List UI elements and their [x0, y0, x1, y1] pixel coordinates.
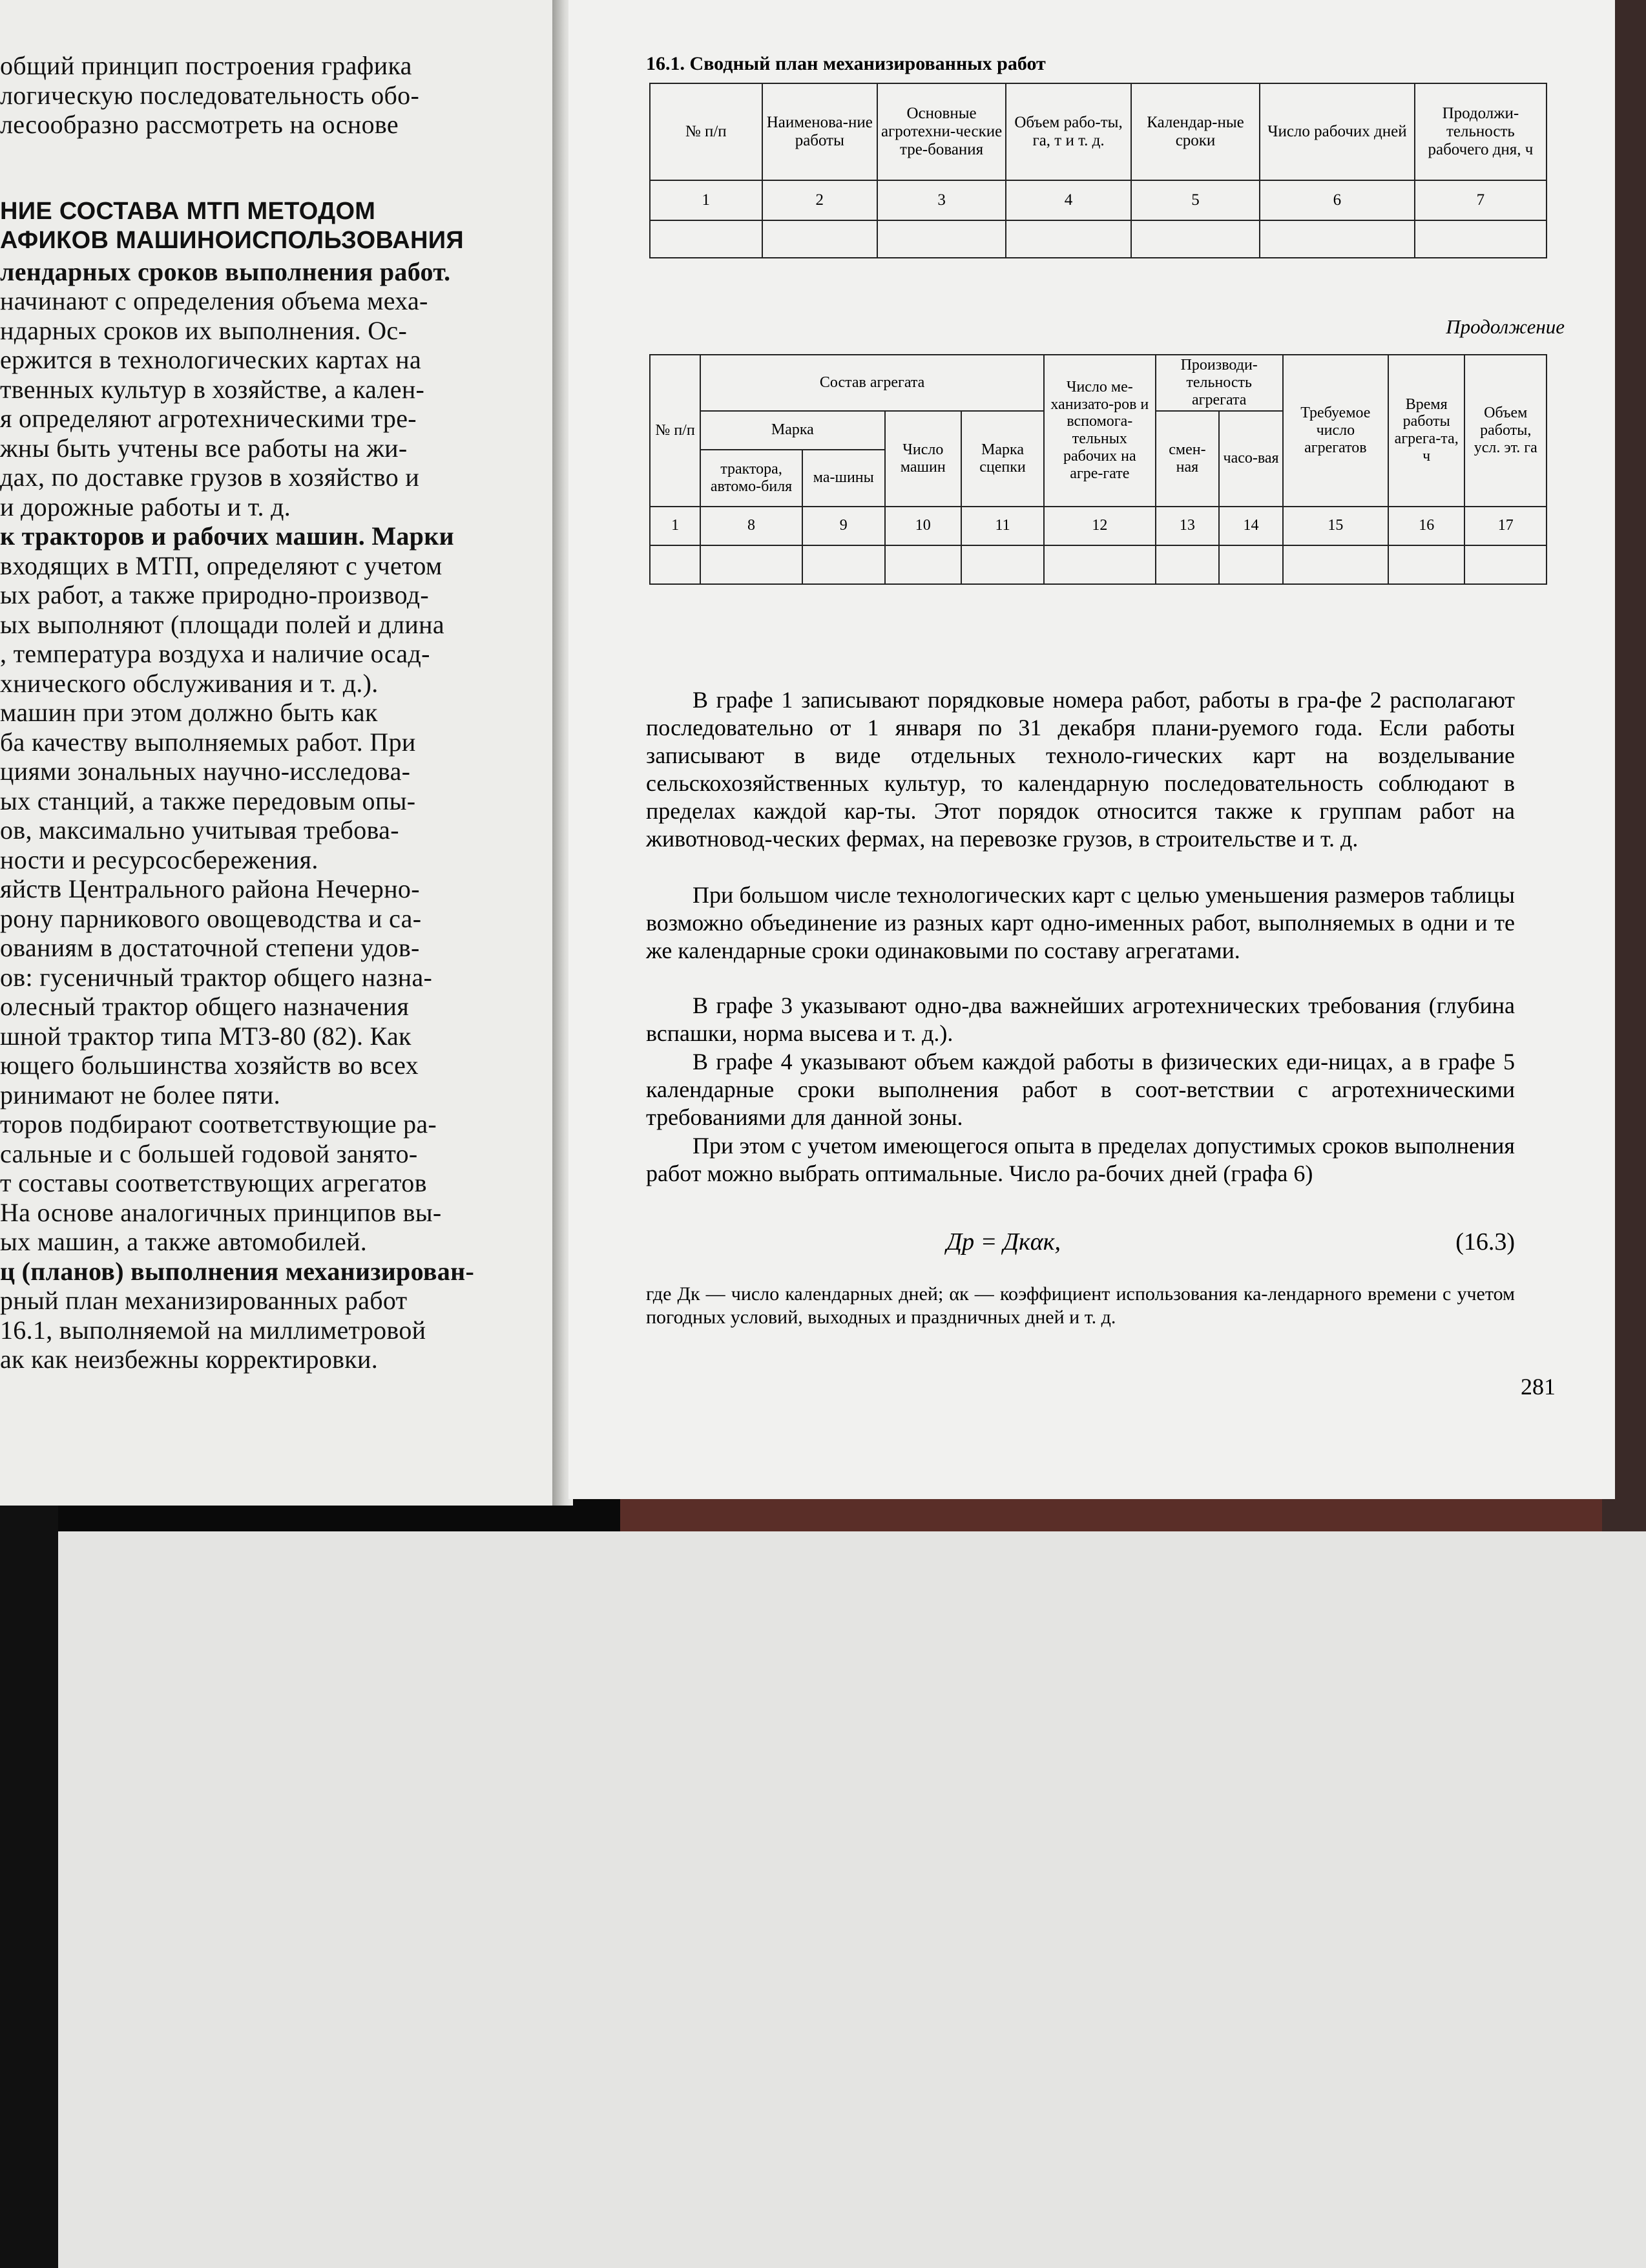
t1-col-number: 1 — [650, 180, 762, 220]
left-page — [0, 0, 556, 1506]
left-page-line: циями зональных научно-исследова- — [0, 757, 411, 786]
formula-number: (16.3) — [1455, 1228, 1515, 1255]
t2-header-required-units: Требуемое число агрегатов — [1283, 355, 1388, 507]
t2-col-number: 16 — [1388, 507, 1465, 545]
left-page-line: олесный трактор общего назначения — [0, 992, 410, 1021]
t1-col-number: 2 — [762, 180, 878, 220]
formula: Др = Дкαк, — [946, 1228, 1061, 1255]
t2-col-number: 10 — [885, 507, 961, 545]
left-page-line: торов подбирают соответствующие ра- — [0, 1109, 437, 1139]
t2-empty-cell — [1283, 545, 1388, 584]
t2-empty-cell — [1156, 545, 1220, 584]
left-page-line: машин при этом должно быть как — [0, 698, 378, 727]
table-title: 16.1. Сводный план механизированных работ — [646, 53, 1046, 74]
left-page-line: ых станций, а также передовым опы- — [0, 786, 416, 815]
left-page-line: ринимают не более пяти. — [0, 1080, 280, 1109]
left-page-line: ов: гусеничный трактор общего назна- — [0, 962, 433, 992]
left-page-line: ности и ресурсосбережения. — [0, 845, 318, 874]
continuation-label: Продолжение — [1446, 315, 1565, 338]
paragraph-working-days: При этом с учетом имеющегося опыта в пределах допустимых сроков выполнения работ можно выбрать оптимальные. Число ра-бочих дней (графа 6) — [646, 1133, 1515, 1186]
left-page-line: ых работ, а также природно-производ- — [0, 580, 429, 609]
t2-header-work-volume: Объем работы, усл. эт. га — [1464, 355, 1547, 507]
t2-header-num: № п/п — [650, 355, 700, 507]
left-page-line: т составы соответствующих агрегатов — [0, 1168, 427, 1197]
left-page-line: сальные и с большей годовой занято- — [0, 1139, 418, 1168]
t2-empty-cell — [1219, 545, 1283, 584]
left-page-line: входящих в МТП, определяют с учетом — [0, 551, 443, 580]
left-page-line: ндарных сроков их выполнения. Ос- — [0, 315, 408, 345]
paragraph-graph4: В графе 4 указывают объем каждой работы в физических еди-ницах, а в графе 5 календарные сроки выполнения работ в соот-ветствии с агротехническими требованиями для данной зоны. — [646, 1049, 1515, 1130]
left-page-line: рону парникового овощеводства и са- — [0, 903, 422, 933]
left-page-line: ержится в технологических картах на — [0, 345, 422, 374]
t2-empty-cell — [1044, 545, 1156, 584]
t1-empty-cell — [877, 220, 1006, 258]
left-page-line: НИЕ СОСТАВА МТП МЕТОДОМ — [0, 197, 376, 225]
formula-legend: где Дк — число календарных дней; αк — коэффициент использования ка-лендарного времени с учетом погодных условий, выходных и праздничных дней и т. д. — [646, 1283, 1515, 1328]
t2-col-number: 1 — [650, 507, 700, 545]
left-page-line: я определяют агротехническими тре- — [0, 404, 417, 433]
left-page-line: начинают с определения объема меха- — [0, 286, 428, 315]
left-page-line: ц (планов) выполнения механизирован- — [0, 1256, 475, 1286]
left-page-line: ба качеству выполняемых работ. При — [0, 727, 416, 757]
t1-empty-cell — [1415, 220, 1547, 258]
t2-empty-cell — [700, 545, 802, 584]
left-page-line: жны быть учтены все работы на жи- — [0, 433, 408, 463]
t2-empty-cell — [885, 545, 961, 584]
left-page-line: логическую последовательность обо- — [0, 80, 420, 110]
t2-header-brand: Марка — [700, 411, 884, 450]
t1-empty-cell — [1260, 220, 1415, 258]
t2-col-number: 14 — [1219, 507, 1283, 545]
t1-header-requirements: Основные агротехни-ческие тре-бования — [877, 83, 1006, 180]
left-page-line: рный план механизированных работ — [0, 1286, 408, 1315]
left-page-line: ющего большинства хозяйств во всех — [0, 1051, 419, 1080]
summary-table-part1 — [649, 83, 1547, 258]
left-page-line: лесообразно рассмотреть на основе — [0, 110, 399, 139]
t2-col-number: 13 — [1156, 507, 1220, 545]
t2-header-hitch-brand: Марка сцепки — [961, 411, 1044, 507]
t2-header-shift: смен-ная — [1156, 411, 1220, 507]
t1-empty-cell — [1131, 220, 1260, 258]
left-page-line: ых машин, а также автомобилей. — [0, 1227, 368, 1256]
left-page-line: АФИКОВ МАШИНОИСПОЛЬЗОВАНИЯ — [0, 227, 464, 254]
t1-col-number: 6 — [1260, 180, 1415, 220]
background-surface — [0, 1531, 1646, 2268]
t2-header-machine-count: Число машин — [885, 411, 961, 507]
t2-col-number: 11 — [961, 507, 1044, 545]
t1-col-number: 3 — [877, 180, 1006, 220]
left-page-line: шной трактор типа МТЗ-80 (82). Как — [0, 1021, 412, 1051]
left-page-line-bold: к тракторов и рабочих машин. Марки — [0, 521, 454, 551]
t1-header-num: № п/п — [650, 83, 762, 180]
t2-empty-cell — [1464, 545, 1547, 584]
t2-col-number: 8 — [700, 507, 802, 545]
summary-table-part2 — [649, 354, 1547, 585]
t2-empty-cell — [650, 545, 700, 584]
t2-col-number: 15 — [1283, 507, 1388, 545]
t1-empty-cell — [1006, 220, 1131, 258]
t1-col-number: 5 — [1131, 180, 1260, 220]
t1-col-number: 7 — [1415, 180, 1547, 220]
left-page-line: 16.1, выполняемой на миллиметровой — [0, 1315, 426, 1345]
t1-header-calendar-dates: Календар-ные сроки — [1131, 83, 1260, 180]
t2-col-number: 12 — [1044, 507, 1156, 545]
t1-header-workday-length: Продолжи-тельность рабочего дня, ч — [1415, 83, 1547, 180]
left-page-line: общий принцип построения графика — [0, 51, 412, 80]
t2-empty-cell — [802, 545, 885, 584]
t2-header-productivity: Производи-тельность агрегата — [1156, 355, 1283, 411]
t1-header-volume: Объем рабо-ты, га, т и т. д. — [1006, 83, 1131, 180]
t2-header-unit-composition: Состав агрегата — [700, 355, 1044, 411]
left-page-line: ых выполняют (площади полей и длина — [0, 609, 444, 639]
paragraph-graph3: В графе 3 указывают одно-два важнейших агротехнических требования (глубина вспашки, норма высева и т. д.). — [646, 992, 1515, 1046]
paragraph-combining: При большом числе технологических карт с целью уменьшения размеров таблицы возможно объединение из разных карт одно-именных работ, выполняемых в одни и те же календарные сроки одинаковыми по составу агрегатами. — [646, 882, 1515, 963]
left-page-line: дах, по доставке грузов в хозяйство и — [0, 463, 420, 492]
left-page-line: На основе аналогичных принципов вы- — [0, 1197, 442, 1227]
left-page-line — [0, 521, 454, 551]
left-page-line: ак как неизбежны корректировки. — [0, 1345, 379, 1374]
t2-empty-cell — [961, 545, 1044, 584]
t1-header-work-name: Наименова-ние работы — [762, 83, 878, 180]
t2-empty-cell — [1388, 545, 1465, 584]
paragraph-graph1: В графе 1 записывают порядковые номера работ, работы в гра-фе 2 располагают последовательно от 1 января по 31 декабря плани-руемого года. Если работы записывают в виде отдельных техноло-гических карт на возделывание сельскохозяйственных культур, то календарную последовательность соблюдают в пределах каждой кар-ты. Этот порядок относится также к группам работ на животновод-ческих фермах, на перевозке грузов, в строительстве и т. д. — [646, 687, 1515, 852]
left-page-line: ов, максимально учитывая требова- — [0, 815, 399, 845]
left-page-line: яйств Центрального района Нечерно- — [0, 874, 420, 903]
left-page-line: лендарных сроков выполнения работ. — [0, 257, 451, 286]
t1-col-number: 4 — [1006, 180, 1131, 220]
t2-header-hourly: часо-вая — [1219, 411, 1283, 507]
left-page-line: хнического обслуживания и т. д.). — [0, 668, 379, 698]
t1-header-working-days: Число рабочих дней — [1260, 83, 1415, 180]
t1-empty-cell — [650, 220, 762, 258]
left-page-line: и дорожные работы и т. д. — [0, 492, 291, 521]
t2-header-tractor: трактора, автомо-биля — [700, 450, 802, 507]
t2-header-workers: Число ме-ханизато-ров и вспомога-тельных рабочих на агре-гате — [1044, 355, 1156, 507]
t2-col-number: 9 — [802, 507, 885, 545]
t2-col-number: 17 — [1464, 507, 1547, 545]
dark-edge — [0, 1506, 58, 2268]
left-page-line: , температура воздуха и наличие осад- — [0, 639, 430, 668]
right-page — [568, 0, 1615, 1499]
left-page-line: ованиям в достаточной степени удов- — [0, 933, 420, 962]
t2-header-work-time: Время работы агрега-та, ч — [1388, 355, 1465, 507]
t1-empty-cell — [762, 220, 878, 258]
page-number: 281 — [1521, 1374, 1556, 1400]
left-page-line: твенных культур в хозяйстве, а кален- — [0, 374, 425, 404]
t2-header-machine: ма-шины — [802, 450, 885, 507]
